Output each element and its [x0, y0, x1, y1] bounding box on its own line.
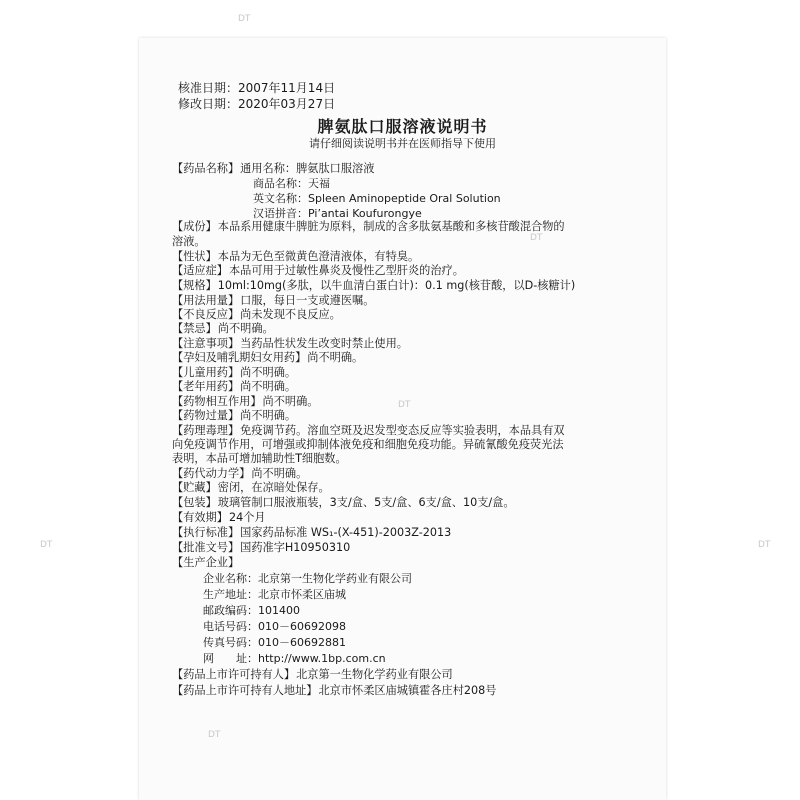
- production-address: 生产地址：北京市怀柔区庙城: [203, 588, 346, 601]
- section-text: 密闭，在凉暗处保存。: [217, 481, 330, 494]
- section-adverse-reactions: [172, 308, 642, 322]
- section-text: 尚未发现不良反应。: [240, 308, 341, 321]
- trade-name: 商品名称：天福: [253, 177, 330, 190]
- section-text: 本品系用健康牛脾脏为原料，制成的含多肽氨基酸和多核苷酸混合物的: [217, 220, 565, 233]
- section-packaging: [172, 496, 642, 510]
- section-geriatric: [172, 380, 642, 394]
- section-text: 当药品性状发生改变时禁止使用。: [240, 337, 408, 350]
- section-contraindications: [172, 322, 642, 336]
- section-text: 玻璃管制口服液瓶装，3支/盒、5支/盒、6支/盒、10支/盒。: [217, 496, 515, 509]
- company-name: 企业名称：北京第一生物化学药业有限公司: [203, 572, 412, 585]
- section-label: 【适应症】: [172, 264, 228, 277]
- pinyin-name: 汉语拼音：Pi’antai Koufurongye: [253, 207, 422, 220]
- watermark: DT: [530, 233, 543, 243]
- section-specification: [172, 279, 642, 293]
- section-label: 【包装】: [172, 496, 217, 509]
- section-pediatric: [172, 366, 642, 380]
- section-pharmacology-cont2: 表明，本品可增加辅助性T细胞数。: [172, 452, 347, 465]
- section-dosage: [172, 294, 642, 308]
- section-text: 免疫调节药。溶血空斑及迟发型变态反应等实验表明，本品具有双: [240, 424, 565, 437]
- watermark: DT: [398, 400, 411, 410]
- section-label: 【性状】: [172, 250, 217, 263]
- section-text: 24个月: [228, 511, 266, 524]
- section-label: 【药代动力学】: [172, 467, 251, 480]
- section-pregnancy: [172, 351, 642, 365]
- revise-date: 修改日期：2020年03月27日: [178, 97, 336, 111]
- section-text: 北京市怀柔区庙城镇霍各庄村208号: [318, 684, 497, 697]
- section-label: 【有效期】: [172, 511, 228, 524]
- watermark: DT: [758, 540, 771, 550]
- section-label: 【执行标准】: [172, 526, 240, 539]
- section-text: 尚不明确。: [251, 467, 308, 480]
- section-label: 【孕妇及哺乳期妇女用药】: [172, 351, 307, 364]
- section-precautions: [172, 337, 642, 351]
- section-ingredients-cont: 溶液。: [172, 235, 206, 248]
- document-subtitle: 请仔细阅读说明书并在医师指导下使用: [309, 137, 496, 150]
- section-overdose: [172, 409, 642, 423]
- postcode: 邮政编码：101400: [203, 604, 300, 617]
- watermark: DT: [238, 14, 251, 24]
- section-text: 本品为无色至微黄色澄清液体，有特臭。: [217, 250, 420, 263]
- section-text: 尚不明确。: [307, 351, 364, 364]
- section-interactions: [172, 395, 642, 409]
- section-approval-number: [172, 541, 642, 555]
- section-storage: [172, 481, 642, 495]
- section-text: 10ml:10mg(多肽，以牛血清白蛋白计)：0.1 mg(核苷酸，以D-核糖计): [217, 279, 576, 292]
- watermark: DT: [208, 730, 221, 740]
- section-label: 【规格】: [172, 279, 217, 292]
- section-manufacturer: [172, 556, 642, 570]
- section-standard: [172, 526, 642, 540]
- section-label: 【用法用量】: [172, 294, 240, 307]
- section-label: 【生产企业】: [172, 556, 240, 569]
- section-label: 【不良反应】: [172, 308, 240, 321]
- section-appearance: [172, 250, 642, 264]
- section-text: 国家药品标准 WS₁-(X-451)-2003Z-2013: [240, 526, 452, 539]
- section-label: 【药物过量】: [172, 409, 240, 422]
- section-label: 【禁忌】: [172, 322, 217, 335]
- section-pharmacology-cont: 向免疫调节作用，可增强或抑制体液免疫和细胞免疫功能。异硫氰酸免疫荧光法: [172, 438, 564, 451]
- section-label: 【老年用药】: [172, 380, 240, 393]
- section-label: 【成份】: [172, 220, 217, 233]
- drug-name-row: [172, 162, 642, 176]
- section-label: 【药品名称】: [172, 162, 240, 175]
- section-text: 尚不明确。: [240, 409, 297, 422]
- section-text: 尚不明确。: [217, 322, 274, 335]
- document-title: 脾氨肽口服溶液说明书: [317, 117, 488, 136]
- section-shelf-life: [172, 511, 642, 525]
- phone-number: 电话号码：010－60692098: [203, 620, 346, 633]
- section-license-holder: [172, 668, 642, 682]
- section-label: 【药理毒理】: [172, 424, 240, 437]
- section-label: 【贮藏】: [172, 481, 217, 494]
- section-text: 尚不明确。: [240, 380, 297, 393]
- section-text: 尚不明确。: [240, 366, 297, 379]
- website: 网 址：http://www.1bp.com.cn: [203, 652, 386, 665]
- section-label: 【药物相互作用】: [172, 395, 262, 408]
- section-text: 国药准字H10950310: [240, 541, 351, 554]
- general-name: 通用名称：脾氨肽口服溶液: [240, 162, 375, 175]
- section-license-holder-address: [172, 684, 642, 698]
- section-label: 【药品上市许可持有人地址】: [172, 684, 318, 697]
- section-text: 尚不明确。: [262, 395, 319, 408]
- approve-date: 核准日期：2007年11月14日: [178, 81, 336, 95]
- section-indications: [172, 264, 642, 278]
- section-pharmacology: [172, 424, 642, 438]
- section-text: 本品可用于过敏性鼻炎及慢性乙型肝炎的治疗。: [228, 264, 464, 277]
- english-name: 英文名称：Spleen Aminopeptide Oral Solution: [253, 192, 501, 205]
- section-text: 北京第一生物化学药业有限公司: [296, 668, 453, 681]
- section-label: 【儿童用药】: [172, 366, 240, 379]
- section-pharmacokinetics: [172, 467, 642, 481]
- section-label: 【批准文号】: [172, 541, 240, 554]
- section-ingredients: [172, 220, 642, 234]
- watermark: DT: [40, 540, 53, 550]
- fax-number: 传真号码：010－60692881: [203, 636, 346, 649]
- section-label: 【注意事项】: [172, 337, 240, 350]
- section-text: 口服，每日一支或遵医嘱。: [240, 294, 375, 307]
- section-label: 【药品上市许可持有人】: [172, 668, 296, 681]
